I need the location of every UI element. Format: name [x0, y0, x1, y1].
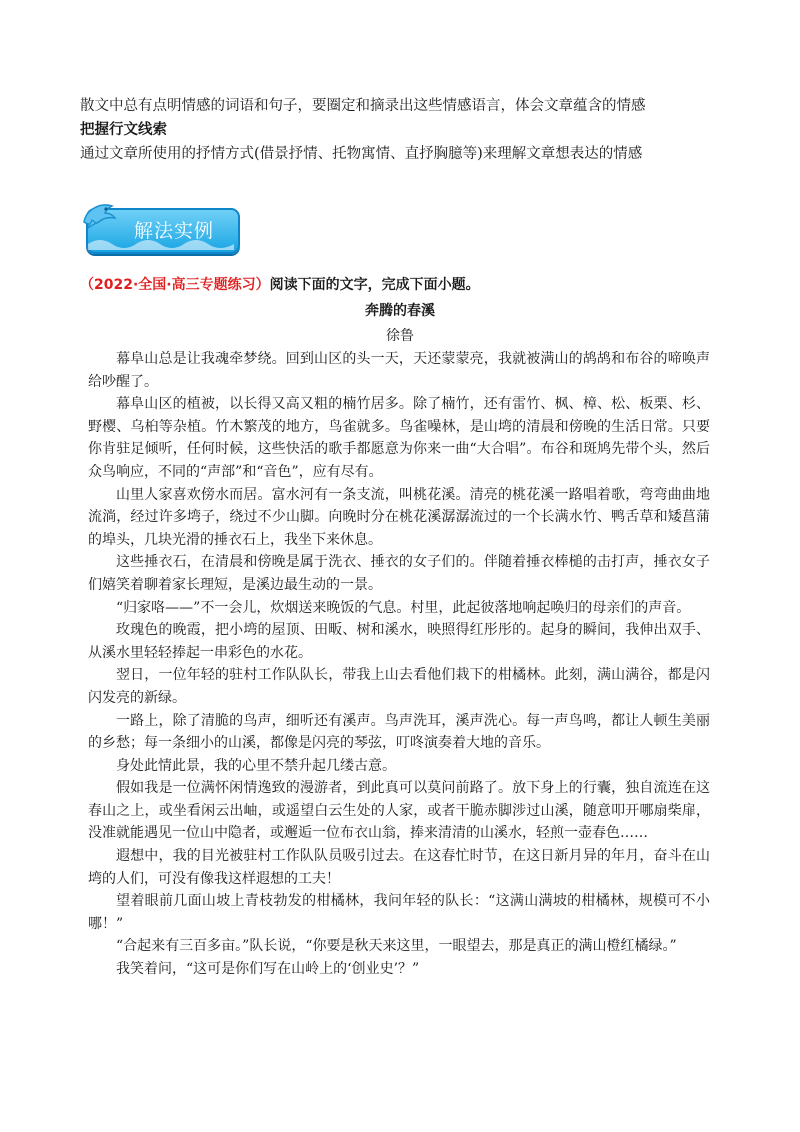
paragraph: 假如我是一位满怀闲情逸致的漫游者，到此真可以莫问前路了。放下身上的行囊，独自流连在这春山之上，或坐看闲云出岫，或遥望白云生处的人家，或者干脆赤脚涉过山溪，随意叩开哪扇柴扉，没准就能遇见一位山中隐者，或邂逅一位布衣山翁，捧来清清的山溪水，轻煎一壶春色…… — [88, 780, 710, 842]
paragraph: 这些捶衣石，在清晨和傍晚是属于洗衣、捶衣的女子们的。伴随着捶衣棒槌的击打声，捶衣女子们嬉笑着聊着家长理短，是溪边最生动的一景。 — [88, 554, 710, 593]
example-badge — [78, 196, 238, 260]
task-source: （2022·全国·高三专题练习） — [80, 277, 270, 293]
paragraph: “合起来有三百多亩。”队长说，“你要是秋天来这里，一眼望去，那是真正的满山橙红橘绿。” — [116, 938, 677, 955]
section-heading: 把握行文线索 — [80, 122, 167, 138]
article-title: 奔腾的春溪 — [365, 303, 435, 319]
paragraph: 我笑着问，“这可是你们写在山岭上的‘创业史’？” — [116, 961, 420, 978]
note-line-1: 散文中总有点明情感的词语和句子，要圈定和摘录出这些情感语言，体会文章蕴含的情感 — [80, 98, 646, 114]
task-text: 阅读下面的文字，完成下面小题。 — [269, 277, 480, 293]
paragraph: 幕阜山区的植被，以长得又高又粗的楠竹居多。除了楠竹，还有雷竹、枫、樟、松、板栗、杉、野樱、乌桕等杂植。竹木繁茂的地方，鸟雀就多。鸟雀噪林，是山塆的清晨和傍晚的生活日常。只要你肯驻足倾听，任何时候，这些快活的歌手都愿意为你来一曲“大合唱”。布谷和斑鸠先带个头，然后众鸟响应，不同的“声部”和“音色”，应有尽有。 — [88, 396, 710, 480]
method-notes — [80, 94, 740, 166]
paragraph: “归家咯——”不一会儿，炊烟送来晚饭的气息。村里，此起彼落地响起唤归的母亲们的声音。 — [116, 599, 691, 616]
paragraph: 幕阜山总是让我魂牵梦绕。回到山区的头一天，天还蒙蒙亮，我就被满山的鸪鸪和布谷的啼唤声给吵醒了。 — [88, 351, 710, 390]
task-instruction — [80, 274, 480, 294]
article-author: 徐鲁 — [386, 328, 414, 344]
paragraph: 翌日，一位年轻的驻村工作队队长，带我上山去看他们栽下的柑橘林。此刻，满山满谷，都是闪闪发亮的新绿。 — [88, 667, 710, 706]
paragraph: 身处此情此景，我的心里不禁升起几缕古意。 — [116, 757, 396, 774]
paragraph: 遐想中，我的目光被驻村工作队队员吸引过去。在这春忙时节，在这日新月异的年月，奋斗在山塆的人们，可没有像我这样遐想的工夫！ — [88, 848, 710, 887]
note-line-2: 通过文章所使用的抒情方式(借景抒情、托物寓情、直抒胸臆等)来理解文章想表达的情感 — [80, 146, 643, 162]
paragraph: 望着眼前几面山坡上青枝勃发的柑橘林，我问年轻的队长：“这满山满坡的柑橘林，规模可不小哪！” — [88, 893, 710, 932]
paragraph: 山里人家喜欢傍水而居。富水河有一条支流，叫桃花溪。清亮的桃花溪一路唱着歌，弯弯曲曲地流淌，经过许多塆子，绕过不少山脚。向晚时分在桃花溪潺潺流过的一个长满水竹、鸭舌草和矮菖蒲的埠头，几块光滑的捶衣石上，我坐下来休息。 — [88, 486, 710, 548]
paragraph: 玫瑰色的晚霞，把小塆的屋顶、田畈、树和溪水，映照得红彤彤的。起身的瞬间，我伸出双手、从溪水里轻轻捧起一串彩色的水花。 — [88, 622, 710, 661]
badge-label: 解法实例 — [133, 220, 214, 242]
paragraph: 一路上，除了清脆的鸟声，细听还有溪声。鸟声洗耳，溪声洗心。每一声鸟鸣，都让人顿生美丽的乡愁；每一条细小的山溪，都像是闪亮的琴弦，叮咚演奏着大地的音乐。 — [88, 712, 710, 752]
dolphin-icon — [78, 196, 120, 236]
article-body — [88, 348, 710, 981]
